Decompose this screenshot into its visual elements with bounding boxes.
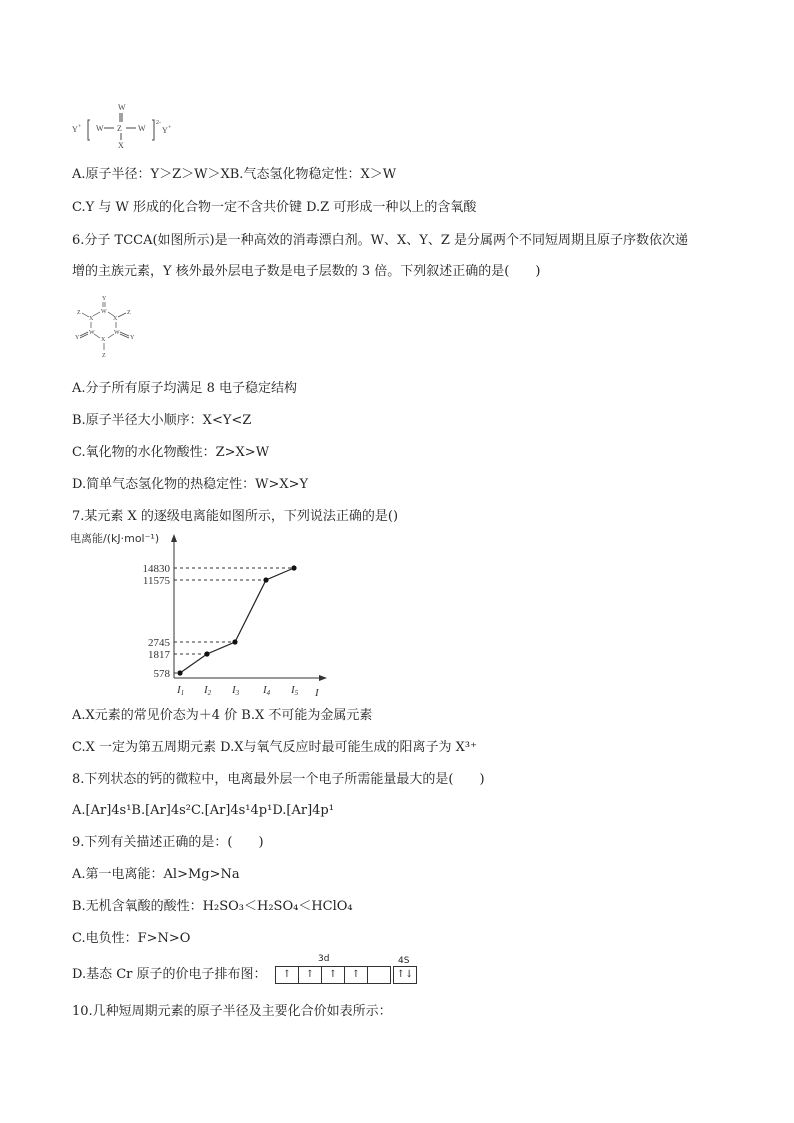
q10-stem: 10.几种短周期元素的原子半径及主要化合价如表所示： <box>72 1004 392 1019</box>
q8-stem: 8.下列状态的钙的微粒中，电离最外层一个电子所需能量最大的是( ) <box>72 772 485 787</box>
chart-y-tick-label: 11575 <box>142 575 170 587</box>
q7-options-ab: A.X元素的常见价态为＋4 价 B.X 不可能为金属元素 <box>72 708 373 723</box>
q9-stem: 9.下列有关描述正确的是：( ) <box>72 835 264 850</box>
orbital-3d-box-4: ↑ <box>344 966 368 984</box>
chart-y-arrow <box>171 534 177 542</box>
q6-option-d: D.简单气态氢化物的热稳定性：W>X>Y <box>72 477 309 492</box>
q7-stem: 7.某元素 X 的逐级电离能如图所示，下列说法正确的是() <box>72 509 399 524</box>
chart-y-tick-label: 578 <box>153 668 170 680</box>
q6-bottom-z: Z <box>102 353 106 359</box>
q6-stem-line2: 增的主族元素，Y 核外最外层电子数是电子层数的 3 倍。下列叙述正确的是( ) <box>72 264 541 279</box>
chart-x-arrow <box>319 675 327 681</box>
q9-option-d <box>72 966 267 984</box>
orbital-4s-label: 4S <box>398 956 410 966</box>
q5-right-ion-charge: + <box>168 125 172 131</box>
q6-left-x: X <box>89 316 94 322</box>
q5-top-atom: W <box>118 103 126 112</box>
q6-option-c: C.氧化物的水化物酸性：Z>X>W <box>72 445 270 460</box>
q7-options-cd: C.X 一定为第五周期元素 D.X与氧气反应时最可能生成的阳离子为 X³⁺ <box>72 740 477 755</box>
q5-left-ion: Y <box>72 125 78 134</box>
q5-left-bracket <box>88 120 90 140</box>
q5-right-atom: W <box>138 124 146 133</box>
q8-options: A.[Ar]4s¹B.[Ar]4s²C.[Ar]4s¹4p¹D.[Ar]4p¹ <box>72 803 334 818</box>
q6-left-y: Y <box>75 335 80 341</box>
chart-x-tick-label: I3 <box>232 684 240 697</box>
chart-point <box>291 565 296 570</box>
q7-ionization-chart <box>68 530 338 702</box>
q6-right-x: X <box>113 316 118 322</box>
q5-bracket-charge: 2- <box>156 120 161 126</box>
q6-top-w: W <box>101 309 107 315</box>
chart-x-tick-label: I5 <box>291 684 299 697</box>
q5-left-ion-charge: + <box>78 124 82 130</box>
q5-right-ion: Y <box>162 126 168 135</box>
q5-center-atom: Z <box>117 124 122 133</box>
orbital-4s-boxes <box>394 966 417 984</box>
q6-right-w: W <box>114 330 120 336</box>
q6-left-z: Z <box>77 310 81 316</box>
orbital-3d-box-2: ↑ <box>298 966 322 984</box>
orbital-3d-boxes <box>276 966 391 984</box>
orbital-3d-box-5 <box>367 966 391 984</box>
q9-option-a: A.第一电离能：Al>Mg>Na <box>72 867 240 882</box>
q5-options-cd: C.Y 与 W 形成的化合物一定不含共价键 D.Z 可形成一种以上的含氧酸 <box>72 200 477 215</box>
q5-bottom-atom: X <box>118 141 124 150</box>
q5-right-bracket <box>152 120 154 140</box>
q9-option-d-label: D.基态 Cr 原子的价电子排布图： <box>72 967 267 982</box>
chart-x-tick-label: I2 <box>204 684 212 697</box>
orbital-4s-box: ↑↓ <box>393 966 417 984</box>
q5-left-atom: W <box>96 124 104 133</box>
chart-point <box>232 639 237 644</box>
q5-structure-figure <box>70 100 190 150</box>
chart-y-tick-label: 2745 <box>148 637 170 649</box>
q6-right-z: Z <box>127 310 131 316</box>
q9-option-c: C.电负性：F>N>O <box>72 931 191 946</box>
q6-right-y: Y <box>130 335 135 341</box>
chart-series-line <box>180 568 294 673</box>
orbital-3d-box-3: ↑ <box>321 966 345 984</box>
q6-left-w: W <box>89 330 95 336</box>
chart-x-tick-label: I4 <box>263 684 271 697</box>
q5-options-ab: A.原子半径：Y＞Z＞W＞XB.气态氢化物稳定性：X＞W <box>72 167 397 182</box>
q6-option-b: B.原子半径大小顺序：X<Y<Z <box>72 413 252 428</box>
q6-bottom-x: X <box>101 337 106 343</box>
q6-stem-line1: 6.分子 TCCA(如图所示)是一种高效的消毒漂白剂。W、X、Y、Z 是分属两个不同短周期且原子序数依次递 <box>72 233 688 248</box>
chart-point <box>177 670 182 675</box>
chart-ylabel: 电离能/(kJ·mol⁻¹) <box>70 532 160 545</box>
q6-top-y: Y <box>102 296 107 302</box>
chart-xlabel: I <box>315 687 319 699</box>
chart-y-tick-label: 1817 <box>148 649 170 661</box>
chart-x-tick-label: I1 <box>177 684 185 697</box>
q9-option-b: B.无机含氧酸的酸性：H₂SO₃＜H₂SO₄＜HClO₄ <box>72 899 353 914</box>
chart-point <box>204 651 209 656</box>
chart-y-tick-label: 14830 <box>142 563 170 575</box>
chart-point <box>263 577 268 582</box>
q6-option-a: A.分子所有原子均满足 8 电子稳定结构 <box>72 381 298 396</box>
orbital-3d-label: 3d <box>318 954 330 964</box>
orbital-3d-box-1: ↑ <box>275 966 299 984</box>
q6-tcca-figure <box>72 294 142 360</box>
